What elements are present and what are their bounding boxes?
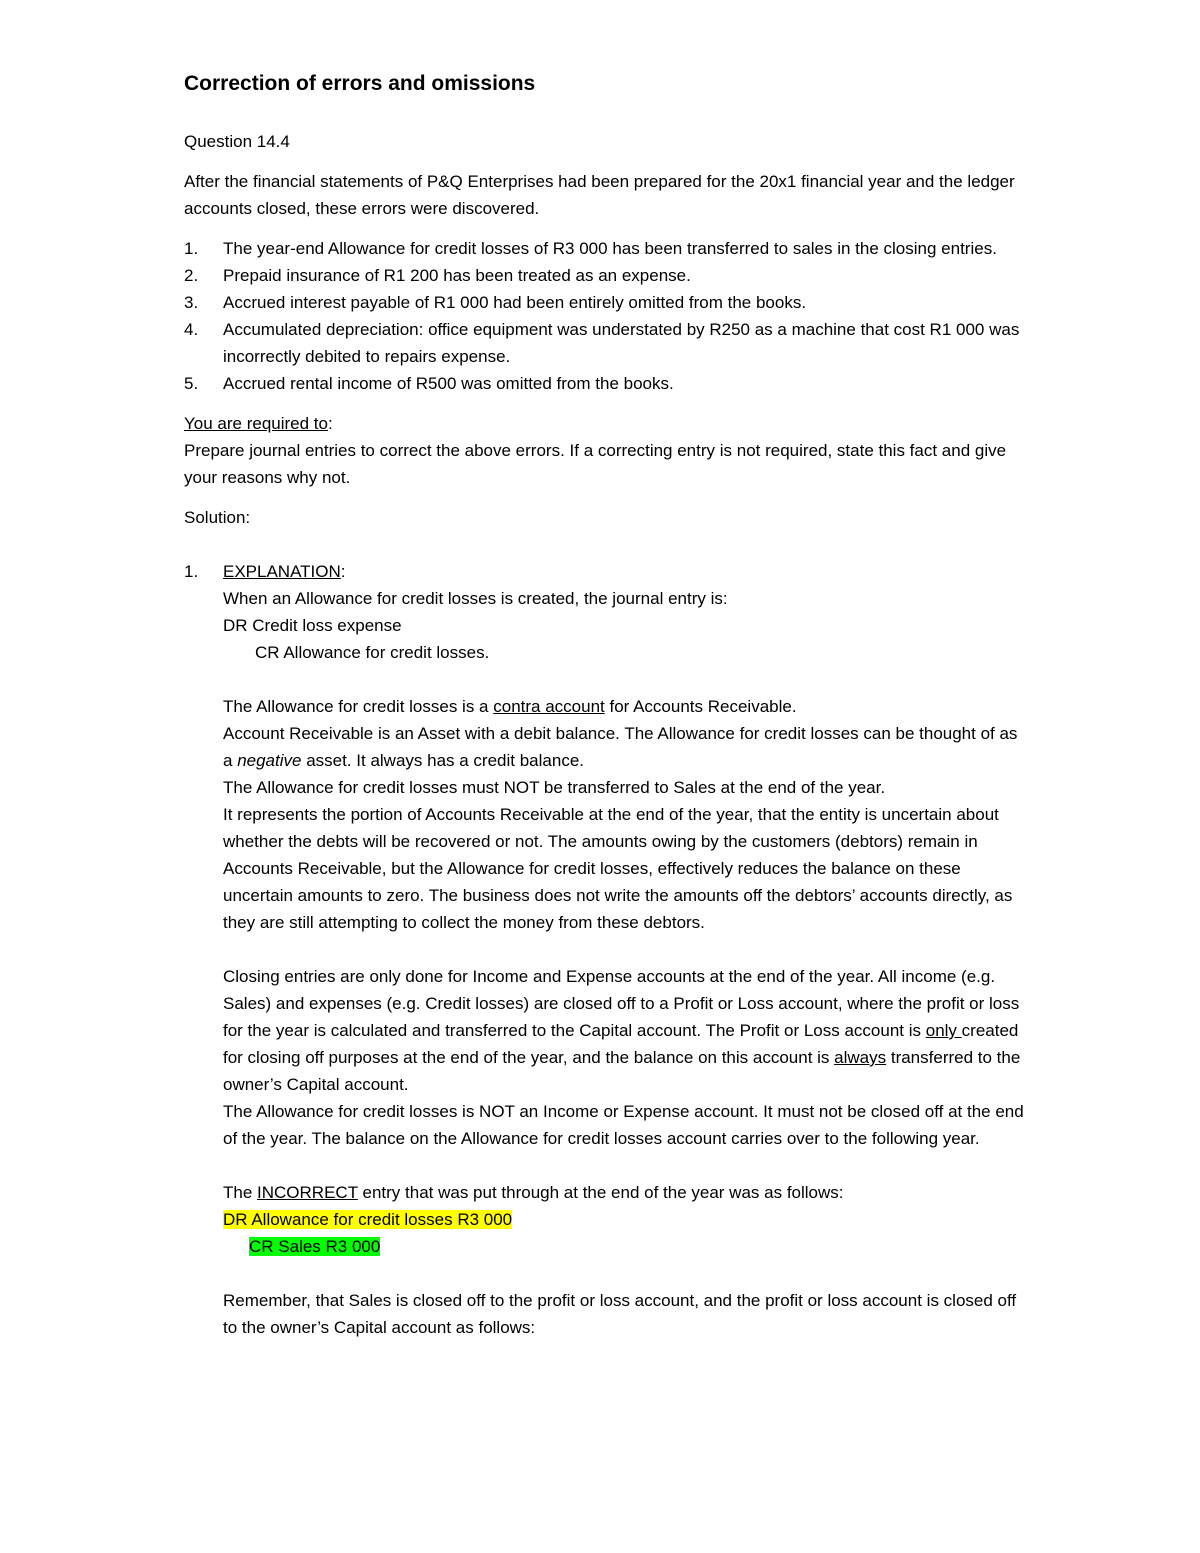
not-income-text: The Allowance for credit losses is NOT an Income or Expense account. It must not be closed off at the end of the year. The balance on the Allowance for credit losses account carries over to the following year. [223, 1102, 1024, 1148]
incorrect-entry-text: The INCORRECT entry that was put through at the end of the year was as follows: [223, 1183, 844, 1202]
error-item: 1. The year-end Allowance for credit losses of R3 000 has been transferred to sales in the closing entries. [184, 239, 997, 258]
journal-intro: When an Allowance for credit losses is created, the journal entry is: [223, 589, 728, 608]
error-item: 3. Accrued interest payable of R1 000 had been entirely omitted from the books. [184, 293, 807, 312]
asset-text: Account Receivable is an Asset with a debit balance. The Allowance for credit losses can be thought of as a negative asset. It always has a credit balance. [223, 724, 1018, 770]
contra-account-text: The Allowance for credit losses is a contra account for Accounts Receivable. [223, 697, 797, 716]
solution-heading: Solution: [184, 508, 251, 527]
question-intro: After the financial statements of P&Q Enterprises had been prepared for the 20x1 financial year and the ledger accounts closed, these errors were discovered. [184, 172, 1015, 218]
incorrect-cr-line [223, 1233, 1024, 1260]
remember-text: Remember, that Sales is closed off to the profit or loss account, and the profit or loss account is closed off to the owner’s Capital account as follows: [223, 1291, 1017, 1337]
document-page [184, 70, 1024, 1341]
highlight-yellow: DR Allowance for credit losses R3 000 [223, 1210, 513, 1229]
error-item: 2. Prepaid insurance of R1 200 has been treated as an expense. [184, 266, 691, 285]
error-item: 5. Accrued rental income of R500 was omitted from the books. [184, 374, 674, 393]
explanation-body [184, 585, 1024, 1341]
journal-dr: DR Credit loss expense [223, 616, 402, 635]
required-heading: You are required to: [184, 414, 333, 433]
errors-list [184, 235, 1024, 397]
error-item: 4. Accumulated depreciation: office equipment was understated by R250 as a machine that cost R1 000 was incorrectly debited to repairs expense. [184, 320, 1020, 366]
journal-cr: CR Allowance for credit losses. [255, 643, 490, 662]
closing-entries-text: Closing entries are only done for Income and Expense accounts at the end of the year. All income (e.g. Sales) and expenses (e.g. Credit losses) are closed off to a Profit or Loss account, where the profit or loss for the year is calculated and transferred to the Capital account. The Profit or Loss account is only created for closing off purposes at the end of the year, and the balance on this account is always transferred to the owner’s Capital account. [223, 967, 1021, 1094]
represents-text: It represents the portion of Accounts Receivable at the end of the year, that the entity is uncertain about whether the debts will be recovered or not. The amounts owing by the customers (debtors) remain in Accounts Receivable, but the Allowance for credit losses, effectively reduces the balance on these uncertain amounts to zero. The business does not write the amounts off the debtors’ accounts directly, as they are still attempting to collect the money from these debtors. [223, 805, 1013, 932]
not-transferred-text: The Allowance for credit losses must NOT be transferred to Sales at the end of the year. [223, 778, 886, 797]
highlight-green: CR Sales R3 000 [249, 1237, 381, 1256]
required-text: Prepare journal entries to correct the above errors. If a correcting entry is not required, state this fact and give your reasons why not. [184, 441, 1007, 487]
explanation-heading: 1. EXPLANATION: [184, 562, 346, 581]
question-number: Question 14.4 [184, 132, 290, 151]
incorrect-dr-line [223, 1206, 1024, 1233]
document-title: Correction of errors and omissions [184, 72, 536, 95]
